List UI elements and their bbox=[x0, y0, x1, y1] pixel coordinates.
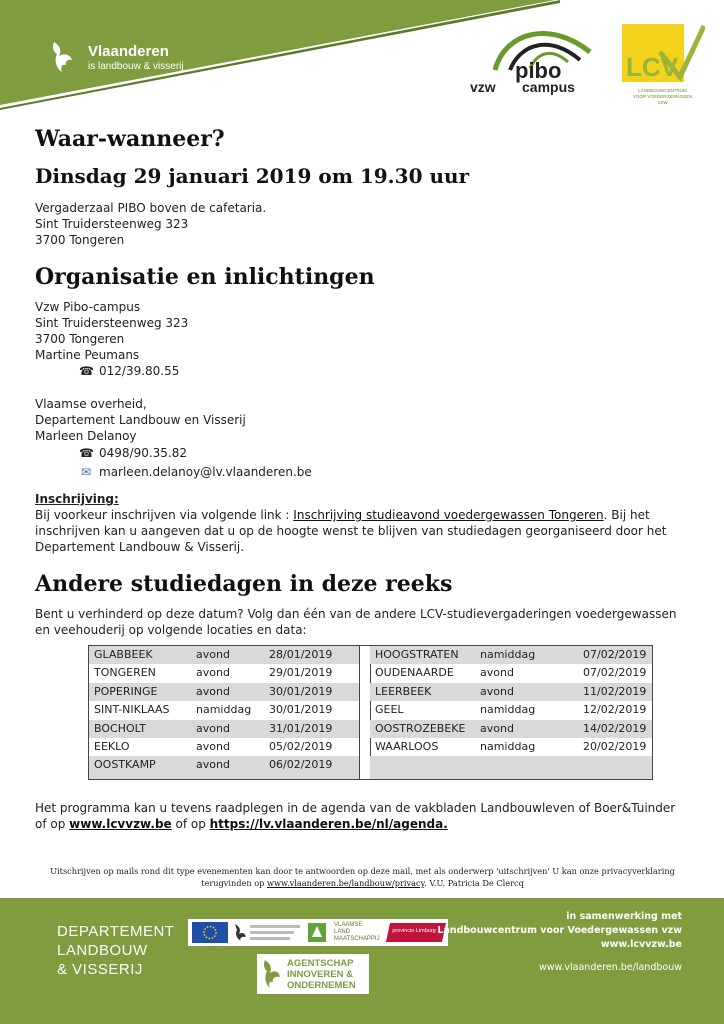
org-line: Marleen Delanoy bbox=[35, 429, 137, 443]
location-line: Sint Truidersteenweg 323 bbox=[35, 217, 189, 231]
dept-line-1: DEPARTEMENT bbox=[57, 923, 175, 940]
vlaanderen-logo-title: Vlaanderen bbox=[88, 43, 169, 60]
pibo-name-label: pibo bbox=[515, 58, 562, 83]
table-row-empty bbox=[370, 756, 652, 779]
phone-number-1: 012/39.80.55 bbox=[99, 364, 180, 378]
organisation-heading: Organisatie en inlichtingen bbox=[35, 264, 375, 290]
unsubscribe-text-b: . V.U. Patricia De Clercq bbox=[424, 878, 524, 888]
email-address[interactable]: marleen.delanoy@lv.vlaanderen.be bbox=[99, 465, 312, 479]
partner-text-line bbox=[250, 931, 294, 934]
registration-text-b: . Bij het inschrijven kan u aangeven dat u op de hoogte wenst te blijven van studiedagen georganiseerd door het Departement Landbouw & Visserij. bbox=[35, 508, 667, 554]
table-row: OOSTKAMP avond 06/02/2019 bbox=[89, 756, 359, 779]
email-icon: ✉ bbox=[80, 465, 92, 479]
study-days-table bbox=[88, 645, 653, 780]
vlaanderen-logo-subtitle: is landbouw & visserij bbox=[88, 61, 184, 72]
dept-line-2: LANDBOUW bbox=[57, 942, 148, 959]
partner-logos-strip bbox=[188, 919, 448, 946]
registration-label: Inschrijving: bbox=[35, 492, 119, 506]
unsubscribe-text-a: Uitschrijven op mails rond dit type evenementen kan door te antwoorden op deze mail, met als onderwerp 'uitschrijven' U kan onze privacyverklaring terugvinden op bbox=[50, 866, 675, 888]
location-line: Vergaderzaal PIBO boven de cafetaria. bbox=[35, 201, 267, 215]
collaboration-text bbox=[437, 910, 682, 952]
location-line: 3700 Tongeren bbox=[35, 233, 125, 247]
lcv-sub-3: VZW bbox=[657, 100, 668, 105]
registration-text-a: Bij voorkeur inschrijven via volgende link : bbox=[35, 508, 294, 522]
org-line: Vlaamse overheid, bbox=[35, 397, 147, 411]
where-heading: Waar-wanneer? bbox=[35, 126, 225, 152]
phone-number-2: 0498/90.35.82 bbox=[99, 446, 188, 460]
lion-icon bbox=[262, 959, 282, 989]
location-block bbox=[35, 200, 266, 248]
lcv-sub-1: LANDBOUWCENTRUM bbox=[638, 88, 687, 93]
privacy-link[interactable]: www.vlaanderen.be/landbouw/privacy bbox=[267, 878, 425, 888]
event-date: Dinsdag 29 januari 2019 om 19.30 uur bbox=[35, 164, 470, 188]
dept-line-3: & VISSERIJ bbox=[57, 961, 143, 978]
partner-text-line bbox=[250, 925, 300, 928]
program-text-a: Het programma kan u tevens raadplegen in de agenda van de vakbladen Landbouwleven of Boer&Tuinder of op bbox=[35, 801, 676, 831]
lcv-sub-2: VOOR VOEDERGEWASSEN bbox=[632, 94, 693, 99]
table-row: OOSTROZEBEKE avond 14/02/2019 bbox=[370, 720, 652, 738]
program-text-b: of op bbox=[171, 817, 210, 831]
table-row: GLABBEEK avond 28/01/2019 bbox=[89, 646, 359, 664]
table-row: SINT-NIKLAAS namiddag 30/01/2019 bbox=[94, 703, 333, 717]
vlaanderen-lion-icon bbox=[50, 40, 76, 74]
lcv-logo-name: LCV bbox=[626, 52, 678, 82]
lion-icon bbox=[233, 923, 247, 942]
unsubscribe-notice bbox=[40, 865, 685, 889]
leader-logo-icon bbox=[306, 921, 328, 944]
other-days-heading: Andere studiedagen in deze reeks bbox=[35, 571, 453, 597]
org-line: Departement Landbouw en Visserij bbox=[35, 413, 246, 427]
pibo-campus-label: campus bbox=[522, 79, 575, 95]
footer-website[interactable]: www.vlaanderen.be/landbouw bbox=[538, 962, 682, 973]
eu-flag-icon bbox=[192, 922, 228, 943]
other-days-intro: Bent u verhinderd op deze datum? Volg dan één van de andere LCV-studievergaderingen voedergewassen en veehouderij op volgende locaties en data: bbox=[35, 607, 677, 637]
footer-band bbox=[0, 898, 724, 1024]
org-line: 3700 Tongeren bbox=[35, 332, 125, 346]
table-row: LEERBEEK avond 11/02/2019 bbox=[370, 683, 652, 701]
registration-link[interactable]: Inschrijving studieavond voedergewassen Tongeren bbox=[293, 508, 604, 522]
agentschap-logo bbox=[257, 954, 369, 994]
department-logo-text bbox=[57, 922, 174, 979]
org-contact-2 bbox=[35, 396, 312, 480]
org-contact-1 bbox=[35, 299, 188, 379]
table-row: POPERINGE avond 30/01/2019 bbox=[89, 683, 359, 701]
agenda-link[interactable]: https://lv.vlaanderen.be/nl/agenda. bbox=[209, 817, 448, 831]
phone-icon: ☎ bbox=[79, 446, 94, 460]
org-line: Vzw Pibo-campus bbox=[35, 300, 141, 314]
registration-block bbox=[35, 491, 685, 555]
lcv-logo bbox=[620, 22, 705, 112]
agentschap-text: AGENTSCHAP INNOVEREN & ONDERNEMEN bbox=[287, 958, 356, 991]
org-line: Martine Peumans bbox=[35, 348, 140, 362]
partner-text-line bbox=[250, 937, 290, 940]
pibo-vzw-label: vzw bbox=[470, 79, 496, 95]
program-text bbox=[35, 800, 685, 832]
table-row: TONGEREN avond 29/01/2019 bbox=[94, 666, 333, 680]
collab-line-2: Landbouwcentrum voor Voedergewassen vzw bbox=[437, 925, 682, 936]
phone-icon: ☎ bbox=[79, 364, 94, 378]
table-row: EEKLO avond 05/02/2019 bbox=[94, 740, 333, 753]
table-row: WAARLOOS namiddag 20/02/2019 bbox=[375, 740, 647, 753]
collab-line-3[interactable]: www.lcvvzw.be bbox=[600, 939, 682, 950]
table-row: GEEL namiddag 12/02/2019 bbox=[375, 703, 647, 717]
table-row: HOOGSTRATEN namiddag 07/02/2019 bbox=[370, 646, 652, 664]
table-row: BOCHOLT avond 31/01/2019 bbox=[89, 720, 359, 738]
table-row: OUDENAARDE avond 07/02/2019 bbox=[375, 666, 647, 680]
limburg-logo: provincie Limburg bbox=[386, 923, 446, 942]
vlm-logo-text: VLAAMSE LAND MAATSCHAPPIJ bbox=[334, 922, 380, 942]
lcv-website-link[interactable]: www.lcvvzw.be bbox=[69, 817, 172, 831]
org-line: Sint Truidersteenweg 323 bbox=[35, 316, 189, 330]
collab-line-1: in samenwerking met bbox=[566, 911, 682, 922]
pibo-campus-logo bbox=[460, 22, 600, 102]
